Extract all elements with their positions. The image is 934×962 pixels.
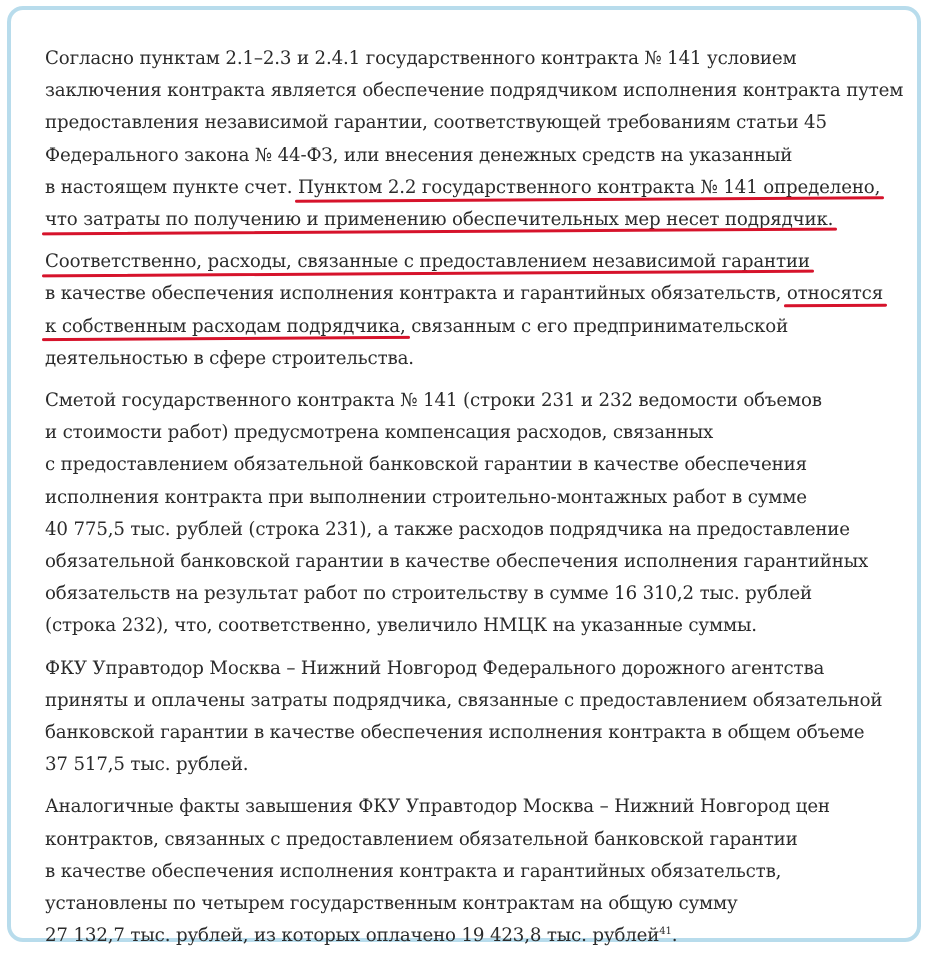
text-span: . [671, 925, 678, 947]
text-line [45, 717, 905, 749]
paragraph-4 [45, 653, 905, 782]
text-line [45, 685, 905, 717]
text-span: 40 775,5 тыс. рублей (строка 231), а также расходов подрядчика на предоставление [45, 518, 850, 540]
text-line [45, 920, 905, 952]
underlined-text: к собственным расходам подрядчика, [45, 315, 406, 337]
text-line [45, 172, 905, 204]
text-line [45, 514, 905, 546]
text-span: Аналогичные факты завышения ФКУ Управтодор Москва – Нижний Новгород цен [45, 796, 830, 818]
text-span: исполнения контракта при выполнении строительно-монтажных работ в сумме [45, 486, 807, 508]
text-line [45, 749, 905, 781]
document-body [45, 43, 905, 962]
footnote-reference[interactable]: 41 [659, 926, 672, 938]
text-span: установлены по четырем государственным контрактам на общую сумму [45, 893, 738, 915]
text-line [45, 417, 905, 449]
text-line [45, 449, 905, 481]
paragraph-1 [45, 43, 905, 236]
text-line [45, 140, 905, 172]
text-span: деятельностью в сфере строительства. [45, 347, 414, 369]
text-span: заключения контракта является обеспечение подрядчиком исполнения контракта путем [45, 80, 904, 102]
text-line [45, 385, 905, 417]
text-line [45, 343, 905, 375]
text-span: 27 132,7 тыс. рублей, из которых оплачено 19 423,8 тыс. рублей [45, 925, 660, 947]
paragraph-5 [45, 791, 905, 952]
text-line [45, 856, 905, 888]
paragraph-2 [45, 246, 905, 375]
text-line [45, 75, 905, 107]
text-line [45, 482, 905, 514]
text-span: контрактов, связанных с предоставлением обязательной банковской гарантии [45, 828, 798, 850]
paragraph-3 [45, 385, 905, 643]
text-line [45, 43, 905, 75]
text-span: в качестве обеспечения исполнения контракта и гарантийных обязательств, [45, 283, 787, 305]
text-line [45, 791, 905, 823]
text-span: обязательной банковской гарантии в качестве обеспечения исполнения гарантийных [45, 551, 869, 573]
text-line [45, 246, 905, 278]
text-span: приняты и оплачены затраты подрядчика, связанные с предоставлением обязательной [45, 689, 883, 711]
text-line [45, 546, 905, 578]
document-frame [7, 6, 921, 947]
underlined-text: Соответственно, расходы, связанные с предоставлением независимой гарантии [45, 251, 810, 273]
text-line [45, 610, 905, 642]
text-span: Сметой государственного контракта № 141 (строки 231 и 232 ведомости объемов [45, 390, 822, 412]
text-line [45, 107, 905, 139]
underlined-text: Пунктом 2.2 государственного контракта № 141 определено, [298, 176, 881, 198]
text-span: ФКУ Управтодор Москва – Нижний Новгород Федерального дорожного агентства [45, 657, 825, 679]
text-line [45, 278, 905, 310]
text-span: обязательств на результат работ по строительству в сумме 16 310,2 тыс. рублей [45, 583, 812, 605]
text-span: с предоставлением обязательной банковской гарантии в качестве обеспечения [45, 454, 807, 476]
text-line [45, 824, 905, 856]
text-span: в качестве обеспечения исполнения контракта и гарантийных обязательств, [45, 860, 782, 882]
text-line [45, 653, 905, 685]
text-span: банковской гарантии в качестве обеспечения исполнения контракта в общем объеме [45, 722, 865, 744]
text-span: в настоящем пункте счет. [45, 176, 299, 198]
text-span: связанным с его предпринимательской [405, 315, 789, 337]
text-line [45, 311, 905, 343]
text-span: и стоимости работ) предусмотрена компенсация расходов, связанных [45, 422, 714, 444]
text-line [45, 204, 905, 236]
underlined-text: относятся [786, 283, 884, 305]
text-span: Согласно пунктам 2.1–2.3 и 2.4.1 государственного контракта № 141 условием [45, 48, 797, 69]
text-span: Федерального закона № 44-ФЗ, или внесения денежных средств на указанный [45, 144, 793, 166]
text-span: предоставления независимой гарантии, соответствующей требованиям статьи 45 [45, 112, 827, 134]
underlined-text: что затраты по получению и применению обеспечительных мер несет подрядчик. [45, 209, 834, 231]
text-line [45, 888, 905, 920]
text-span: (строка 232), что, соответственно, увеличило НМЦК на указанные суммы. [45, 615, 757, 637]
text-line [45, 578, 905, 610]
text-span: 37 517,5 тыс. рублей. [45, 754, 249, 776]
